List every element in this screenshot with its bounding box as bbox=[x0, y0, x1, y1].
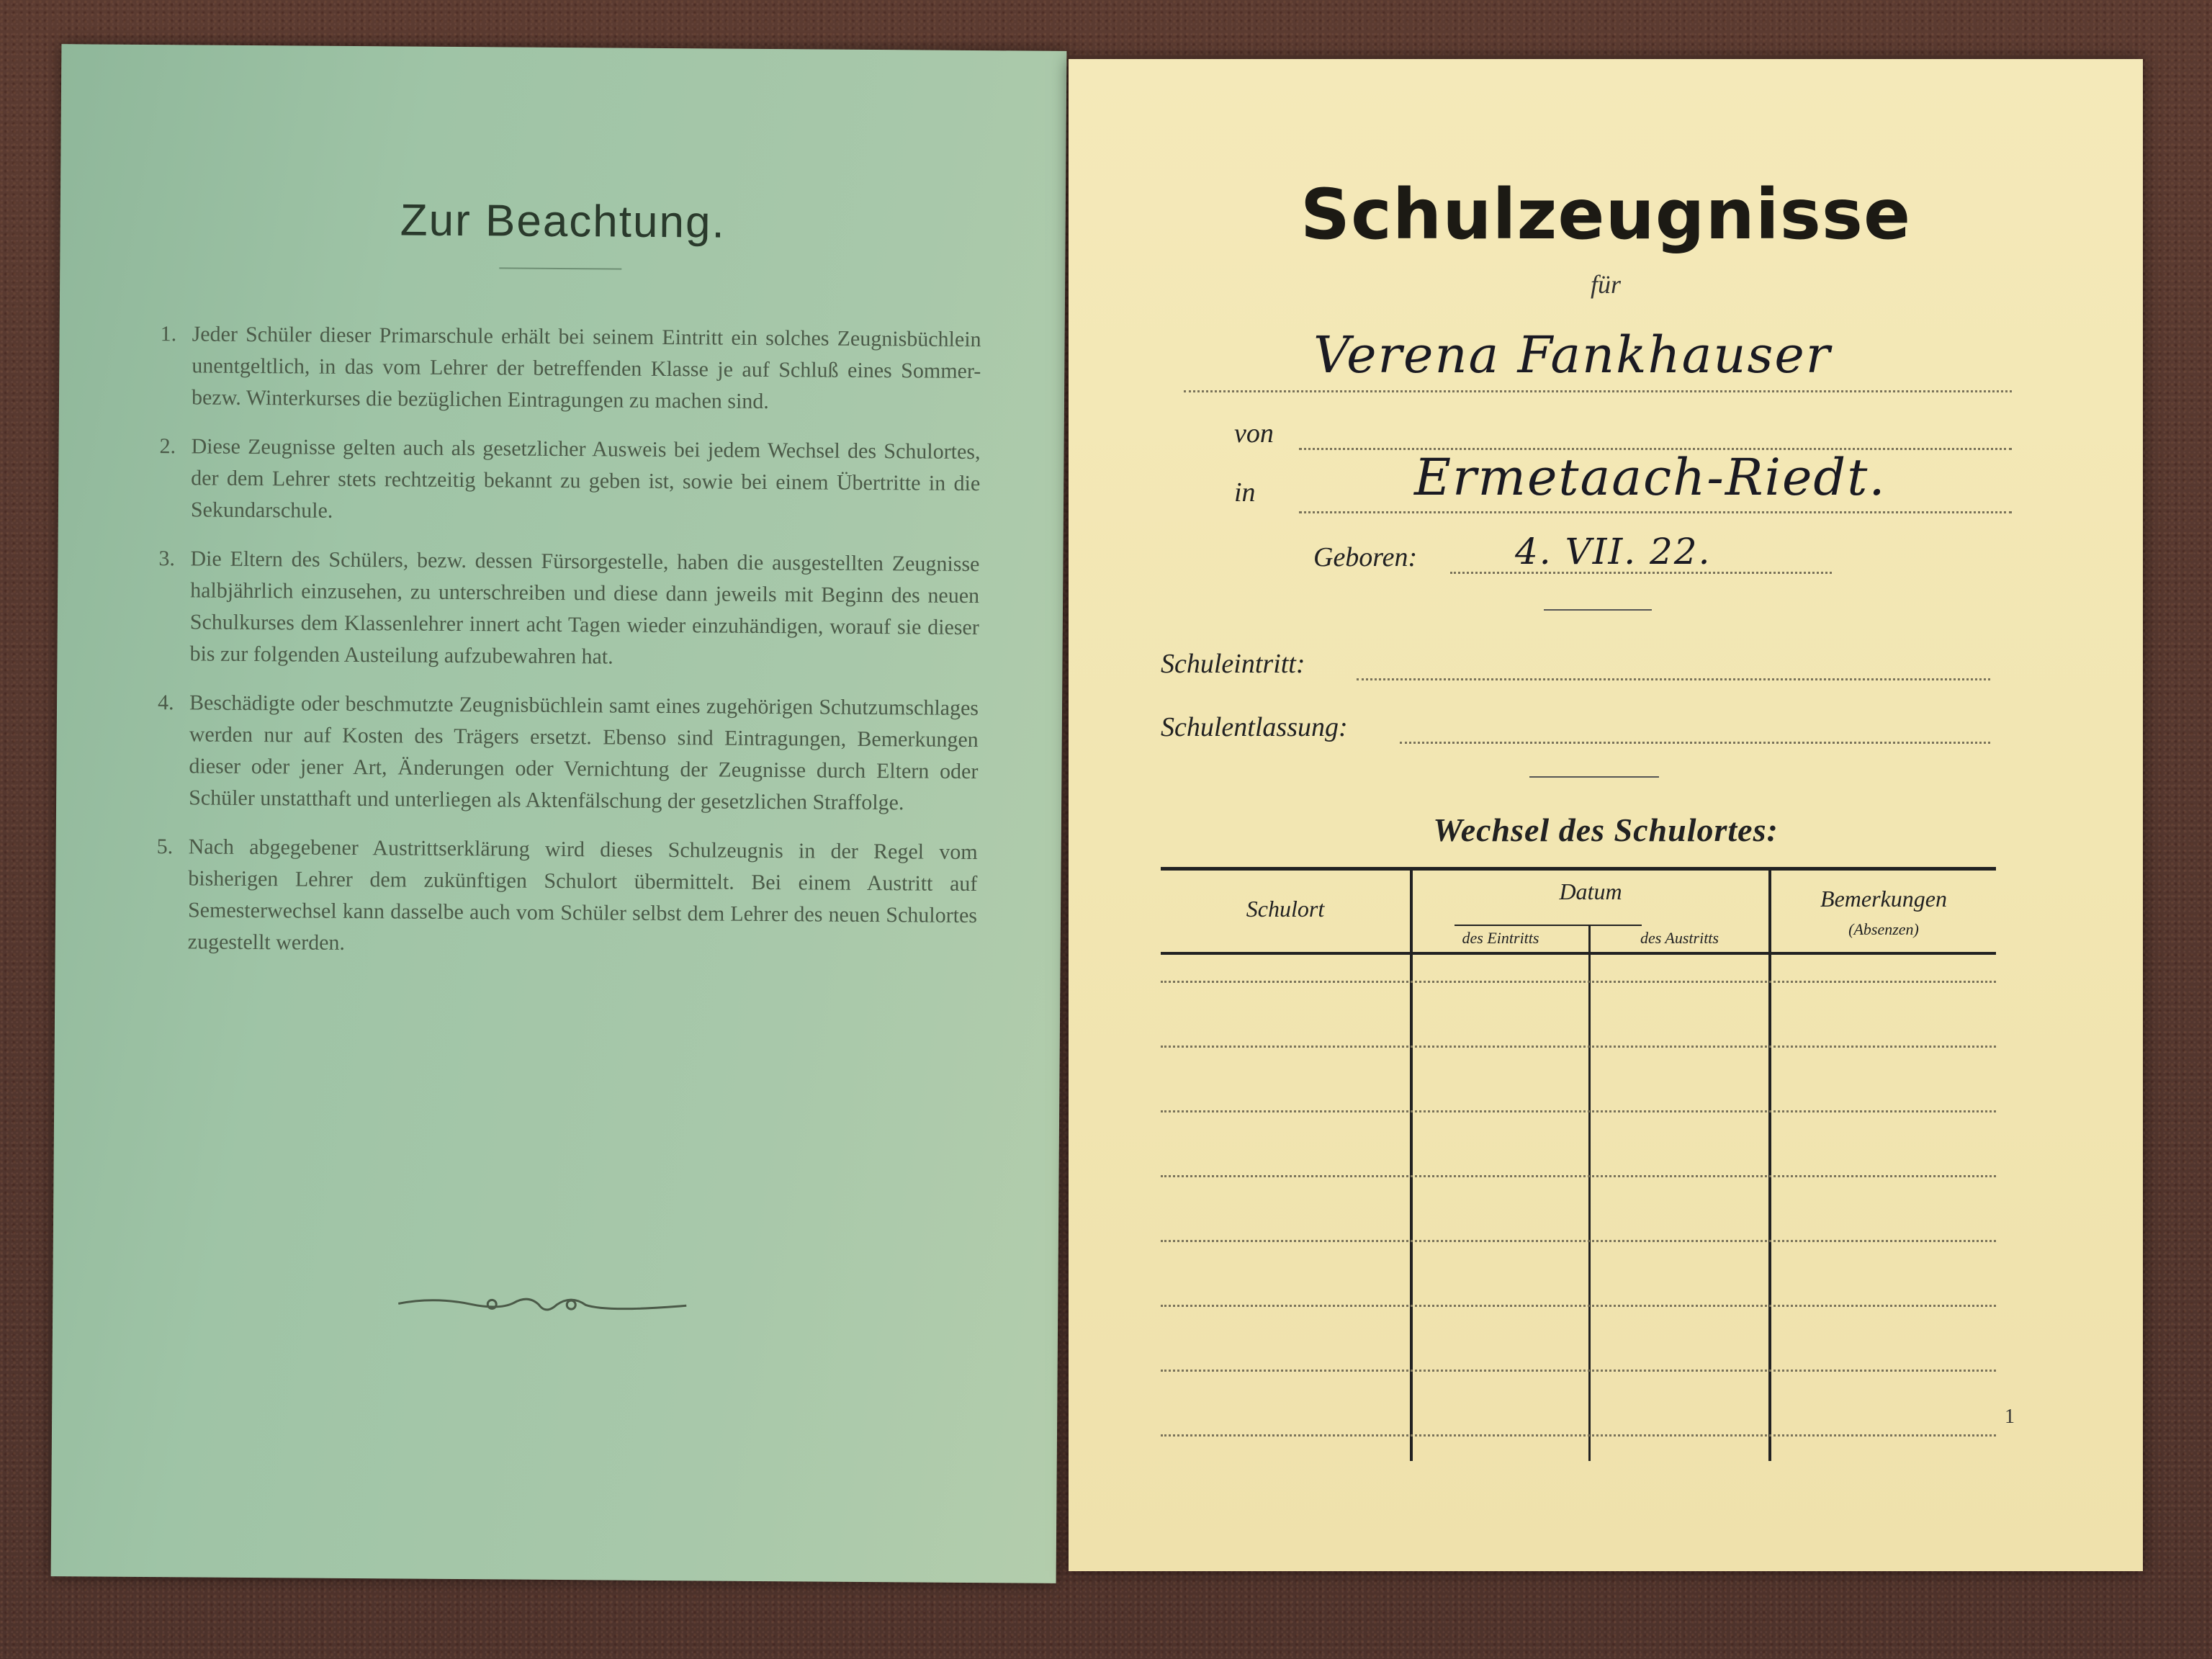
note-number: 4. bbox=[157, 691, 174, 715]
table-row bbox=[1161, 1305, 1996, 1307]
name-line bbox=[1184, 390, 2012, 392]
geboren-label: Geboren: bbox=[1313, 542, 1418, 572]
header-bemerkungen: Bemerkungen bbox=[1820, 886, 1947, 912]
note-item bbox=[159, 431, 981, 531]
in-label: in bbox=[1234, 477, 1256, 508]
schulentlassung-line bbox=[1400, 742, 1990, 744]
notes-list bbox=[156, 318, 981, 981]
schuleintritt-label: Schuleintritt: bbox=[1161, 649, 1305, 679]
header-datum: Datum bbox=[1559, 878, 1622, 904]
table-row bbox=[1161, 1240, 1996, 1242]
ornament-icon bbox=[391, 1289, 693, 1320]
right-page bbox=[1069, 59, 2143, 1571]
note-text: Nach abgegebener Austrittserklärung wird dieses Schulzeugnis in der Regel vom bisherigen Lehrer dem zukünftigen Schulort übermittelt. Bei einem Austritt auf Semesterwechsel kann dasselbe auch vom Schüler selbst dem Lehrer des neuen Schulortes zugestellt werden. bbox=[187, 835, 978, 955]
notes-heading: Zur Beachtung. bbox=[400, 195, 726, 248]
col-divider bbox=[1588, 925, 1591, 1461]
page-number: 1 bbox=[2005, 1406, 2015, 1428]
note-text: Beschädigte oder beschmutzte Zeugnisbüchlein samt eines zugehörigen Schutzumschlages werden nur auf Kosten des Trägers ersetzt. Ebenso sind Eintragungen, Bemerkungen dieser oder jener Art, Änderungen oder Vernichtung der Zeugnisse durch Eltern oder Schüler unstatthaft und unterliegen als Aktenfälschung der gesetzlichen Straffolge. bbox=[189, 691, 979, 815]
hometown: Ermetaach-Riedt. bbox=[1414, 448, 1887, 507]
table-row bbox=[1161, 1175, 1996, 1177]
note-item bbox=[157, 687, 979, 819]
schuleintritt-line bbox=[1357, 678, 1990, 680]
fuer-label: für bbox=[1590, 270, 1621, 299]
note-number: 1. bbox=[160, 322, 177, 346]
schulentlassung-rule bbox=[1529, 776, 1659, 778]
document-title: Schulzeugnisse bbox=[1300, 174, 1912, 255]
schulentlassung-label: Schulentlassung: bbox=[1161, 712, 1348, 742]
note-item bbox=[160, 318, 981, 419]
header-schulort: Schulort bbox=[1246, 896, 1325, 922]
in-line bbox=[1299, 511, 2012, 513]
datum-subrule bbox=[1455, 925, 1642, 926]
header-des-eintritts: des Eintritts bbox=[1462, 929, 1539, 947]
left-page bbox=[51, 44, 1067, 1583]
note-number: 5. bbox=[156, 835, 174, 859]
table-header-rule bbox=[1161, 952, 1996, 955]
note-number: 3. bbox=[158, 547, 176, 571]
heading-divider bbox=[499, 267, 621, 269]
student-name: Verena Fankhauser bbox=[1313, 325, 1832, 385]
col-divider bbox=[1768, 871, 1771, 1461]
table-top-rule bbox=[1161, 867, 1996, 871]
note-item bbox=[158, 543, 979, 675]
table-row bbox=[1161, 981, 1996, 983]
note-text: Diese Zeugnisse gelten auch als gesetzlicher Ausweis bei jedem Wechsel des Schulortes, der dem Lehrer stets rechtzeitig bekannt zu geben ist, sowie bei einem Übertritte in die Sekundarschule. bbox=[190, 434, 981, 523]
table-row bbox=[1161, 1370, 1996, 1372]
birth-date: 4. VII. 22. bbox=[1515, 531, 1712, 572]
table-row bbox=[1161, 1434, 1996, 1437]
note-number: 2. bbox=[159, 434, 176, 459]
von-label: von bbox=[1234, 418, 1274, 449]
note-item bbox=[156, 831, 978, 963]
table-title: Wechsel des Schulortes: bbox=[1433, 811, 1779, 848]
header-des-austritts: des Austritts bbox=[1640, 929, 1719, 947]
table-row bbox=[1161, 1046, 1996, 1048]
geboren-line bbox=[1450, 572, 1832, 574]
col-divider bbox=[1410, 871, 1413, 1461]
table-row bbox=[1161, 1110, 1996, 1112]
note-text: Die Eltern des Schülers, bezw. dessen Fürsorgestelle, haben die ausgestellten Zeugnisse halbjährlich einzusehen, zu unterschreiben und diese dann jeweils mit Beginn des neuen Schulkurses dem Klassenlehrer innert acht Tagen wieder einzuhändigen, worauf sie dieser bis zur folgenden Austeilung aufzubewahren hat. bbox=[189, 547, 980, 669]
header-absenzen: (Absenzen) bbox=[1848, 920, 1919, 938]
geboren-rule bbox=[1544, 609, 1652, 611]
note-text: Jeder Schüler dieser Primarschule erhält bei seinem Eintritt ein solches Zeugnisbüchlein unentgeltlich, in das vom Lehrer der betreffenden Klasse je auf Schluß eines Sommer- bezw. Winterkurses die bezüglichen Eintragungen zu machen sind. bbox=[191, 322, 981, 414]
